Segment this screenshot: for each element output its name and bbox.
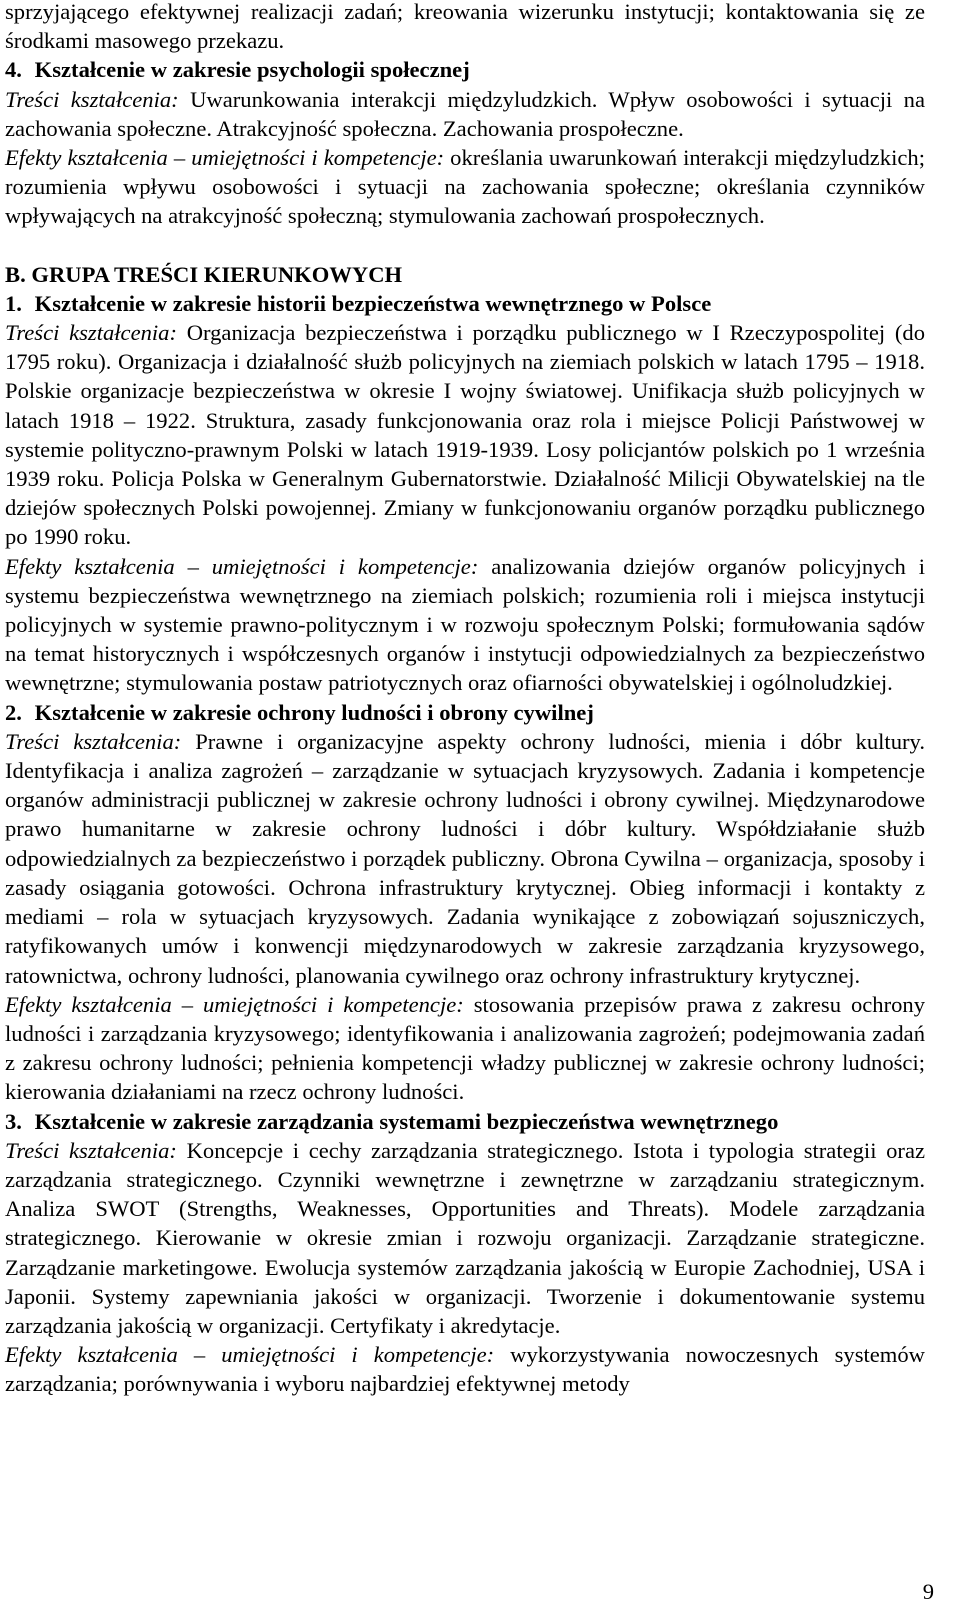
paragraph-text: określania uwarunkowań interakcji międzyludzkich; rozumienia wpływu osobowości i sytuacji na zachowania społeczne; określania czynników wpływających na atrakcyjność społeczną; stymulowania zachowań prospołecznych. — [5, 145, 925, 229]
paragraph-label: Efekty kształcenia – umiejętności i kompetencje: — [5, 553, 479, 579]
section-heading — [5, 55, 925, 84]
paragraph-label: Efekty kształcenia – umiejętności i kompetencje: — [5, 991, 464, 1017]
section-number: 2. — [5, 699, 22, 725]
section-heading — [5, 289, 925, 318]
paragraph-label: Treści kształcenia: — [5, 86, 179, 112]
page-number: 9 — [922, 1579, 934, 1604]
body-paragraph — [5, 1136, 925, 1340]
body-paragraph — [5, 318, 925, 552]
paragraph-text: Prawne i organizacyjne aspekty ochrony ludności, mienia i dóbr kultury. Identyfikacja i analiza zagrożeń – zarządzanie w sytuacjach kryzysowych. Zadania i kompetencje organów administracji publicznej w zakresie ochrony ludności i obrony cywilnej. Międzynarodowe prawo humanitarne w zakresie ochrony ludności i dóbr kultury. Współdziałanie służb odpowiedzialnych za bezpieczeństwo i porządek publiczny. Obrona Cywilna – organizacja, sposoby i zasady osiągania gotowości. Ochrona infrastruktury krytycznej. Obieg informacji i kontakty z mediami – rola w sytuacjach kryzysowych. Zadania wynikające z zobowiązań sojuszniczych, ratyfikowanych umów i konwencji międzynarodowych w zakresie zarządzania kryzysowego, ratownictwa, ochrony ludności, planowania cywilnego oraz ochrony infrastruktury krytycznej. — [5, 728, 926, 988]
section-number: 4. — [5, 57, 22, 83]
paragraph-label: Treści kształcenia: — [5, 320, 178, 346]
section-number: 1. — [5, 290, 22, 316]
body-paragraph — [5, 0, 925, 55]
paragraph-text: sprzyjającego efektywnej realizacji zadań; kreowania wizerunku instytucji; kontaktowania się ze środkami masowego przekazu. — [5, 0, 925, 54]
body-paragraph — [5, 85, 925, 143]
body-paragraph — [5, 727, 925, 990]
body-paragraph — [5, 552, 925, 698]
paragraph-label: Treści kształcenia: — [5, 1137, 177, 1163]
section-title: Kształcenie w zakresie psychologii społecznej — [34, 57, 470, 83]
paragraph-text: Koncepcje i cechy zarządzania strategicznego. Istota i typologia strategii oraz zarządzania strategicznego. Czynniki wewnętrzne i zewnętrzne w zarządzaniu strategicznym. Analiza SWOT (Strengths, Weaknesses, Opportunities and Threats). Modele zarządzania strategicznego. Kierowanie w okresie zmian i rozwoju organizacji. Zarządzanie strategiczne. Zarządzanie marketingowe. Ewolucja systemów zarządzania jakością w Europie Zachodniej, USA i Japonii. Systemy zapewniania jakości w organizacji. Tworzenie i dokumentowanie systemu zarządzania jakością w organizacji. Certyfikaty i akredytacje. — [5, 1137, 925, 1338]
section-title: B. GRUPA TREŚCI KIERUNKOWYCH — [5, 261, 403, 287]
section-heading — [5, 260, 925, 289]
document-page — [5, 0, 925, 1399]
paragraph-label: Treści kształcenia: — [5, 728, 182, 754]
paragraph-gap — [5, 231, 925, 260]
body-paragraph — [5, 143, 925, 231]
paragraph-text: Uwarunkowania interakcji międzyludzkich. Wpływ osobowości i sytuacji na zachowania społeczne. Atrakcyjność społeczna. Zachowania prospołeczne. — [5, 86, 925, 141]
paragraph-label: Efekty kształcenia – umiejętności i kompetencje: — [5, 145, 445, 171]
section-title: Kształcenie w zakresie ochrony ludności i obrony cywilnej — [34, 699, 594, 725]
section-title: Kształcenie w zakresie historii bezpieczeństwa wewnętrznego w Polsce — [34, 290, 712, 316]
body-paragraph — [5, 1340, 925, 1398]
paragraph-text: stosowania przepisów prawa z zakresu ochrony ludności i zarządzania kryzysowego; identyfikowania i analizowania zagrożeń; podejmowania zadań z zakresu ochrony ludności; pełnienia kompetencji władzy publicznej w zakresie ochrony ludności; kierowania działaniami na rzecz ochrony ludności. — [5, 991, 925, 1105]
section-heading — [5, 1107, 925, 1136]
paragraph-text: Organizacja bezpieczeństwa i porządku publicznego w I Rzeczypospolitej (do 1795 roku). Organizacja i działalność służb policyjnych na ziemiach polskich w latach 1795 – 1918. Polskie organizacje bezpieczeństwa w okresie I wojny światowej. Unifikacja służb policyjnych w latach 1918 – 1922. Struktura, zasady funkcjonowania oraz rola i miejsce Policji Państwowej w systemie polityczno-prawnym Polski w latach 1919-1939. Losy policjantów polskich po 1 września 1939 roku. Policja Polska w Generalnym Gubernatorstwie. Działalność Milicji Obywatelskiej na tle dziejów społecznych Polski powojennej. Zmiany w funkcjonowaniu organów porządku publicznego po 1990 roku. — [5, 320, 925, 550]
paragraph-label: Efekty kształcenia – umiejętności i kompetencje: — [5, 1342, 495, 1368]
section-number: 3. — [5, 1108, 22, 1134]
body-paragraph — [5, 990, 925, 1107]
paragraph-text: analizowania dziejów organów policyjnych i systemu bezpieczeństwa wewnętrznego na ziemiach polskich; rozumienia roli i miejsca instytucji policyjnych w systemie prawno-politycznym i w rozwoju społecznym Polski; formułowania sądów na temat historycznych i współczesnych organów i instytucji odpowiedzialnych za bezpieczeństwo wewnętrzne; stymulowania postaw patriotycznych oraz ofiarności obywatelskiej i ogólnoludzkiej. — [5, 553, 925, 696]
section-title: Kształcenie w zakresie zarządzania systemami bezpieczeństwa wewnętrznego — [34, 1108, 779, 1134]
section-heading — [5, 698, 925, 727]
paragraph-text: wykorzystywania nowoczesnych systemów zarządzania; porównywania i wyboru najbardziej efektywnej metody — [5, 1342, 925, 1397]
